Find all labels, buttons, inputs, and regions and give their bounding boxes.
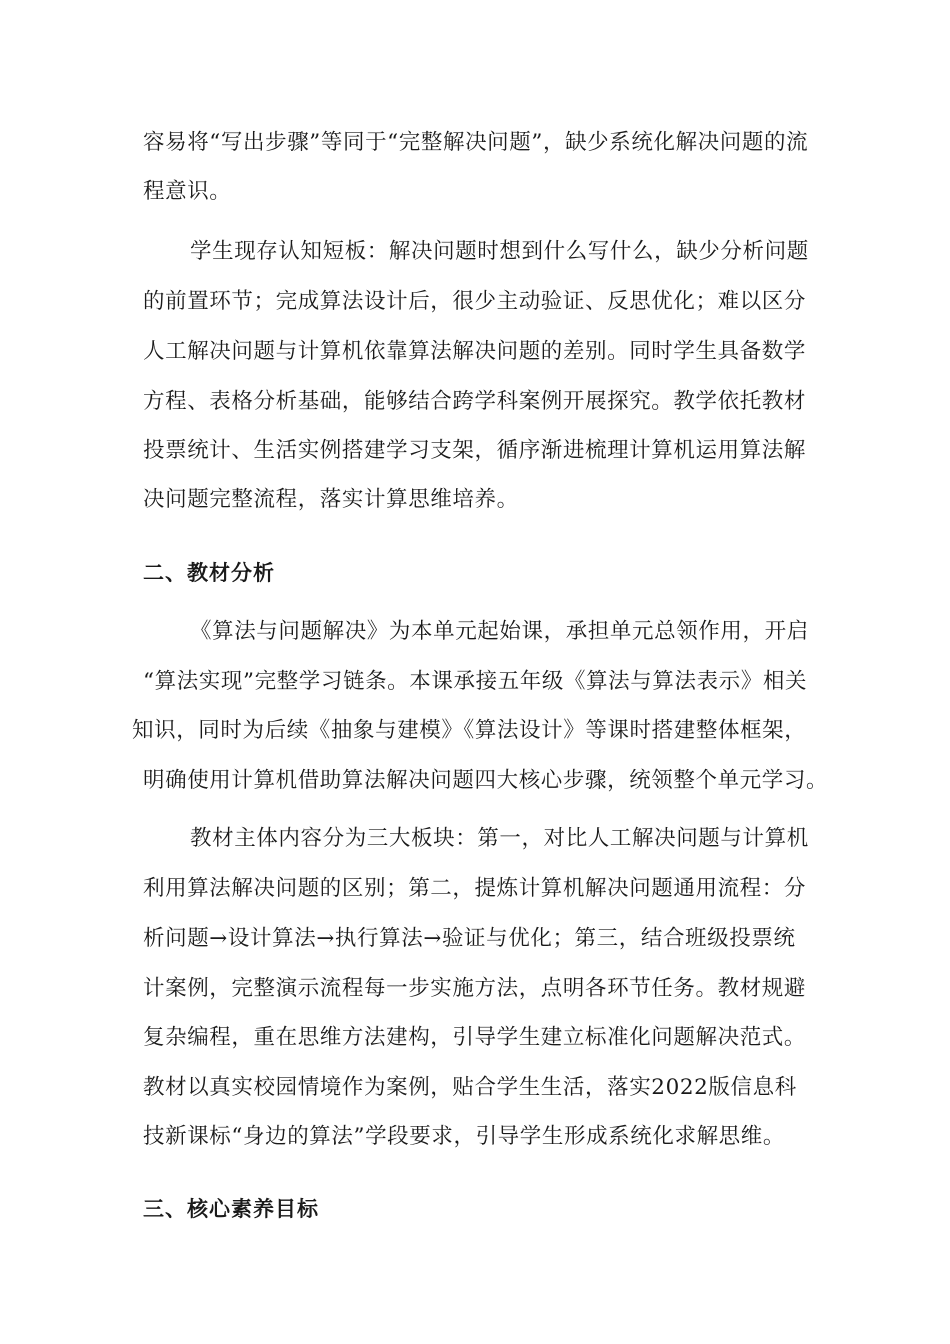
paragraph-4-line-5: 复杂编程，重在思维方法建构，引导学生建立标准化问题解决范式。: [143, 1025, 807, 1050]
paragraph-3-line-2: “算法实现”完整学习链条。本课承接五年级《算法与算法表示》相关: [143, 669, 808, 694]
paragraph-4-line-2: 利用算法解决问题的区别；第二，提炼计算机解决问题通用流程：分: [143, 876, 807, 901]
paragraph-3-line-3: 知识，同时为后续《抽象与建模》《算法设计》等课时搭建整体框架，: [132, 718, 807, 743]
section-heading-textbook-analysis: 二、教材分析: [143, 561, 275, 585]
paragraph-2-line-1: 学生现存认知短板：解决问题时想到什么写什么，缺少分析问题: [190, 239, 809, 264]
paragraph-1-line-2: 程意识。: [143, 179, 232, 204]
paragraph-2-line-6: 决问题完整流程，落实计算思维培养。: [143, 487, 519, 512]
paragraph-1-line-1: 容易将“写出步骤”等同于“完整解决问题”，缺少系统化解决问题的流: [143, 130, 809, 155]
paragraph-3-line-1: 《算法与问题解决》为本单元起始课，承担单元总领作用，开启: [190, 619, 809, 644]
paragraph-4-line-3: 析问题→设计算法→执行算法→验证与优化；第三，结合班级投票统: [143, 926, 796, 951]
paragraph-2-line-2: 的前置环节；完成算法设计后，很少主动验证、反思优化；难以区分: [143, 289, 807, 314]
section-heading-core-literacy-goals: 三、核心素养目标: [143, 1197, 319, 1221]
paragraph-2-line-4: 方程、表格分析基础，能够结合跨学科案例开展探究。教学依托教材: [143, 389, 807, 414]
paragraph-2-line-3: 人工解决问题与计算机依靠算法解决问题的差别。同时学生具备数学: [143, 339, 807, 364]
paragraph-4-line-7: 技新课标“身边的算法”学段要求，引导学生形成系统化求解思维。: [143, 1124, 785, 1149]
paragraph-4-line-4: 计案例，完整演示流程每一步实施方法，点明各环节任务。教材规避: [143, 976, 807, 1001]
paragraph-2-line-5: 投票统计、生活实例搭建学习支架，循序渐进梳理计算机运用算法解: [143, 438, 807, 463]
paragraph-4-line-1: 教材主体内容分为三大板块：第一，对比人工解决问题与计算机: [190, 826, 809, 851]
paragraph-4-line-6: 教材以真实校园情境作为案例，贴合学生生活，落实2022版信息科: [143, 1075, 797, 1100]
paragraph-3-line-4: 明确使用计算机借助算法解决问题四大核心步骤，统领整个单元学习。: [143, 768, 829, 793]
